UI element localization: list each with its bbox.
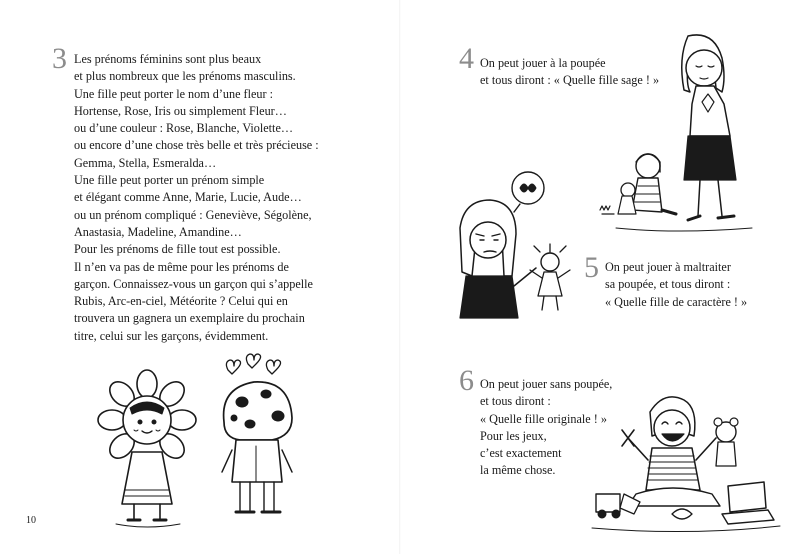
section-number-3: 3 [52, 42, 67, 75]
text-line: sa poupée, et tous diront : [605, 277, 731, 292]
text-line: titre, celui sur les garçons, évidemment. [74, 328, 269, 343]
heart-icon [266, 360, 280, 374]
text-line: et tous diront : « Quelle fille sage ! » [480, 73, 660, 88]
mushroom-costume-boy-illustration [210, 360, 310, 530]
toy-bird-icon [672, 509, 692, 519]
text-line: Pour les jeux, [480, 428, 547, 443]
section-number-5: 5 [584, 251, 599, 284]
text-line: la même chose. [480, 463, 556, 478]
item-5-text [605, 259, 747, 311]
text-line: Rubis, Arc-en-ciel, Météorite ? Celui qui en [74, 294, 288, 309]
text-line: c’est exactement [480, 446, 562, 461]
woman-with-doll-illustration [446, 168, 576, 328]
heart-icon [246, 354, 260, 368]
text-line: Anastasia, Madeline, Amandine… [74, 224, 242, 239]
text-line: et plus nombreux que les prénoms masculins. [74, 69, 296, 84]
left-paragraph [74, 51, 319, 345]
text-line: Une fille peut porter un prénom simple [74, 173, 265, 188]
girl-with-toys-illustration [588, 390, 784, 540]
heart-icon [226, 360, 240, 374]
scissors-icon [622, 430, 634, 446]
page-number: 10 [26, 515, 36, 526]
text-line: et élégant comme Anne, Marie, Lucie, Aude… [74, 190, 302, 205]
teddy-bear-icon [716, 442, 736, 466]
text-line: et tous diront : [480, 394, 551, 409]
text-line: Les prénoms féminins sont plus beaux [74, 52, 262, 66]
text-line: On peut jouer sans poupée, [480, 377, 613, 391]
text-line: ou d’une couleur : Rose, Blanche, Violette… [74, 121, 294, 136]
text-line: Gemma, Stella, Esmeralda… [74, 155, 217, 170]
text-line: garçon. Connaissez-vous un garçon qui s’appelle [74, 276, 313, 291]
text-line: Il n’en va pas de même pour les prénoms de [74, 259, 289, 274]
flower-costume-girl-illustration [92, 372, 202, 532]
text-line: ou encore d’une chose très belle et très précieuse : [74, 138, 319, 153]
page-fold [399, 0, 401, 554]
text-line: On peut jouer à la poupée [480, 56, 606, 70]
section-number-4: 4 [459, 42, 474, 75]
text-line: « Quelle fille de caractère ! » [605, 294, 748, 309]
text-line: Pour les prénoms de fille tout est possible. [74, 242, 281, 257]
toy-car-icon [596, 494, 620, 512]
text-line: ou un prénom compliqué : Geneviève, Ségolène, [74, 207, 312, 222]
text-line: Une fille peut porter le nom d’une fleur : [74, 86, 273, 101]
woman-and-girl-with-doll-illustration [596, 28, 756, 238]
text-line: « Quelle fille originale ! » [480, 411, 607, 426]
text-line: Hortense, Rose, Iris ou simplement Fleur… [74, 103, 287, 118]
text-line: trouvera un gagnera un exemplaire du prochain [74, 311, 305, 326]
section-number-6: 6 [459, 364, 474, 397]
text-line: On peut jouer à maltraiter [605, 260, 731, 274]
laptop-icon [728, 482, 766, 512]
